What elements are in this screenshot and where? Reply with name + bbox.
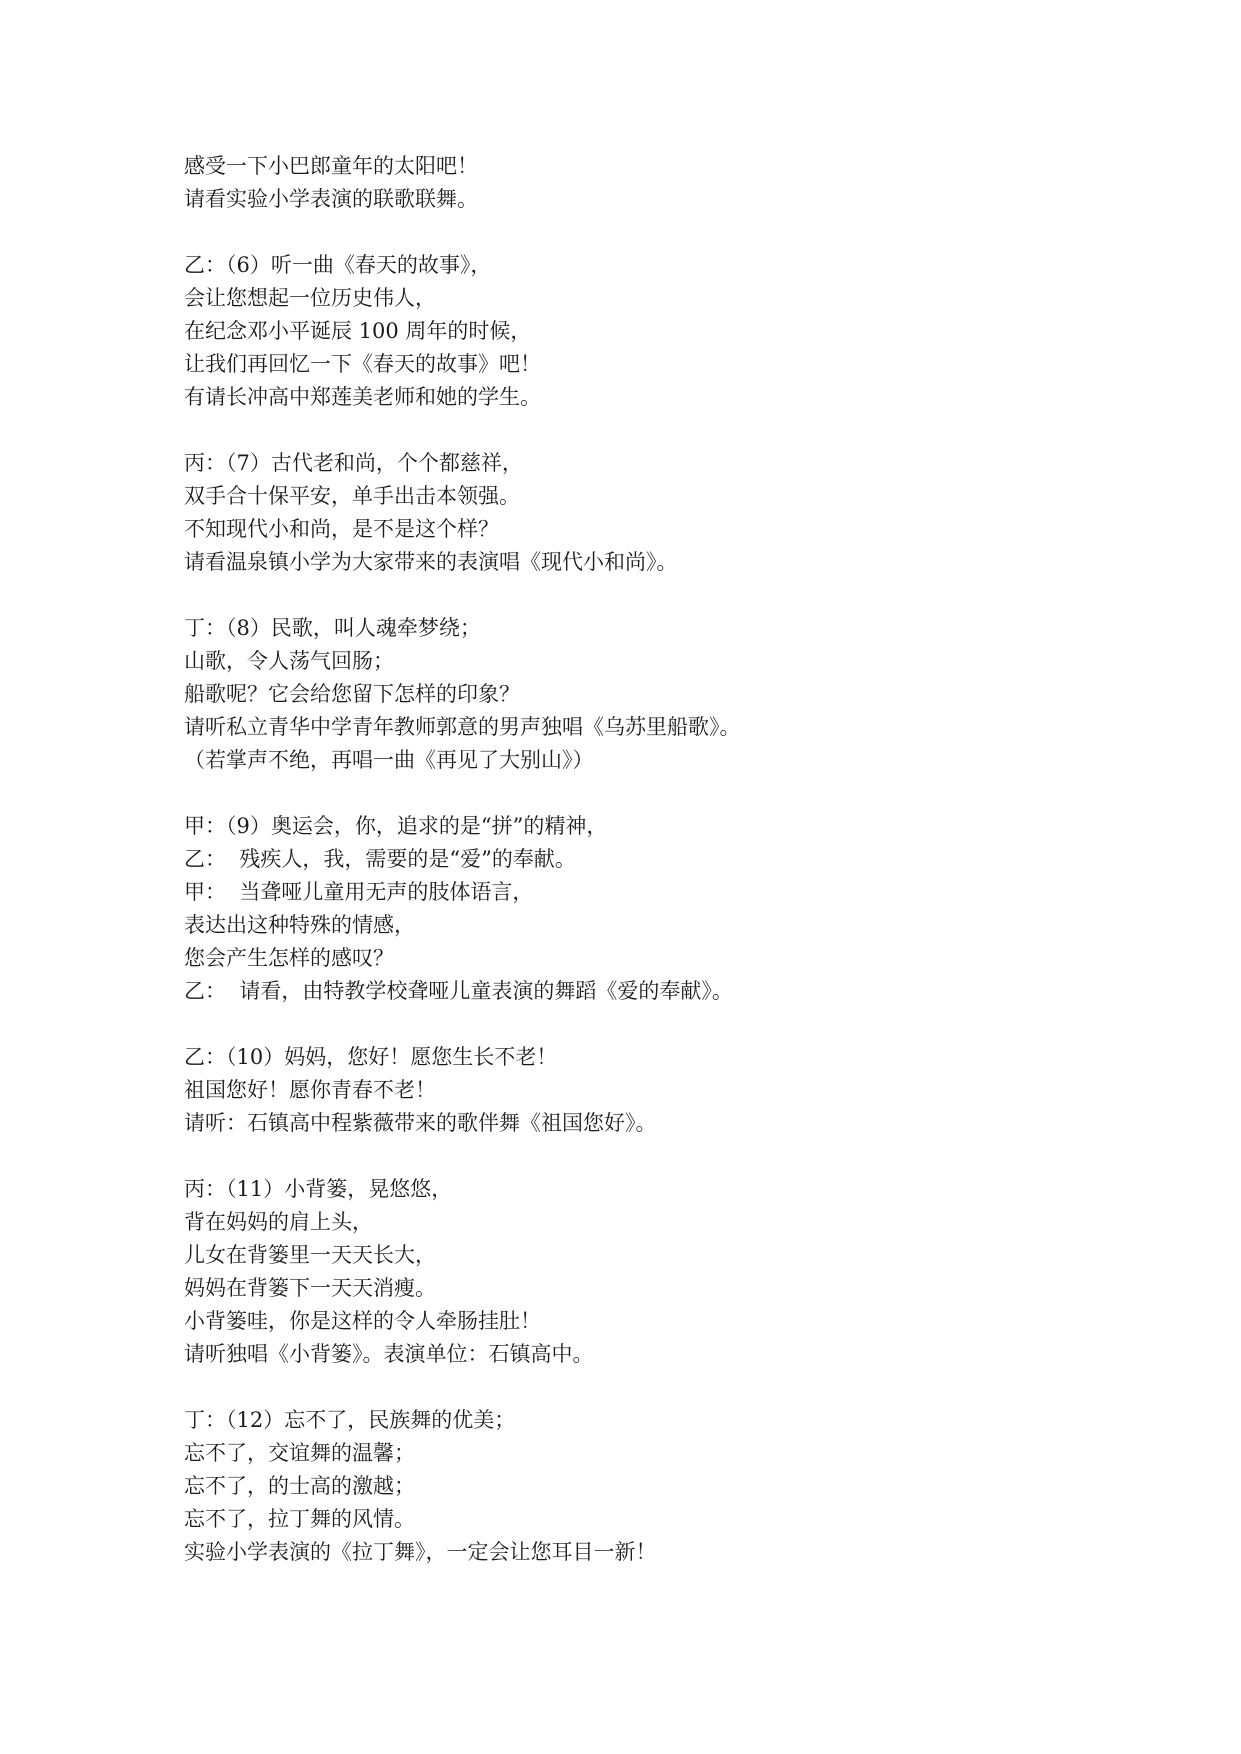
script-line: 请听私立青华中学青年教师郭意的男声独唱《乌苏里船歌》。 (184, 715, 741, 739)
script-line: 让我们再回忆一下《春天的故事》吧！ (184, 352, 541, 376)
script-line: 背在妈妈的肩上头， (184, 1210, 373, 1234)
script-line: 在纪念邓小平诞辰 100 周年的时候， (184, 319, 532, 343)
script-paragraph (184, 249, 1084, 414)
script-line: 双手合十保平安，单手出击本领强。 (184, 484, 520, 508)
script-line: 表达出这种特殊的情感， (184, 913, 415, 937)
script-paragraph (184, 1041, 1084, 1140)
script-line: 甲：（9）奥运会，你，追求的是“拼”的精神， (184, 814, 608, 838)
script-paragraph (184, 1173, 1084, 1371)
script-line: （若掌声不绝，再唱一曲《再见了大别山》） (184, 748, 594, 772)
script-paragraph (184, 810, 1084, 1008)
script-paragraph (184, 612, 1084, 777)
script-line: 会让您想起一位历史伟人， (184, 286, 436, 310)
script-line: 丙：（7）古代老和尚，个个都慈祥， (184, 451, 523, 475)
script-line: 请看温泉镇小学为大家带来的表演唱《现代小和尚》。 (184, 550, 678, 574)
script-line: 儿女在背篓里一天天长大， (184, 1243, 436, 1267)
script-line: 船歌呢？它会给您留下怎样的印象？ (184, 682, 520, 706)
script-line: 请听：石镇高中程紫薇带来的歌伴舞《祖国您好》。 (184, 1111, 657, 1135)
script-line: 丁：（8）民歌，叫人魂牵梦绕； (184, 616, 481, 640)
script-line: 您会产生怎样的感叹？ (184, 946, 394, 970)
script-line: 忘不了，交谊舞的温馨； (184, 1441, 415, 1465)
script-line: 乙：（10）妈妈，您好！愿您生长不老！ (184, 1045, 558, 1069)
script-line: 乙：（6）听一曲《春天的故事》， (184, 253, 492, 277)
script-line: 妈妈在背篓下一天天消瘦。 (184, 1276, 436, 1300)
script-paragraph (184, 1404, 1084, 1569)
document-body (184, 150, 1084, 1602)
script-line: 有请长冲高中郑莲美老师和她的学生。 (184, 385, 541, 409)
script-line: 忘不了，的士高的激越； (184, 1474, 415, 1498)
script-line: 请听独唱《小背篓》。表演单位：石镇高中。 (184, 1342, 594, 1366)
script-line: 山歌，令人荡气回肠； (184, 649, 394, 673)
script-paragraph (184, 150, 1084, 216)
script-paragraph (184, 447, 1084, 579)
script-line: 乙： 残疾人，我，需要的是“爱”的奉献。 (184, 847, 576, 871)
script-line: 甲： 当聋哑儿童用无声的肢体语言， (184, 880, 534, 904)
script-line: 忘不了，拉丁舞的风情。 (184, 1507, 415, 1531)
script-line: 感受一下小巴郎童年的太阳吧！ (184, 154, 478, 178)
script-line: 丙：（11）小背篓，晃悠悠， (184, 1177, 453, 1201)
script-line: 丁：（12）忘不了，民族舞的优美； (184, 1408, 516, 1432)
script-line: 祖国您好！愿你青春不老！ (184, 1078, 436, 1102)
script-line: 不知现代小和尚，是不是这个样？ (184, 517, 499, 541)
script-line: 小背篓哇，你是这样的令人牵肠挂肚！ (184, 1309, 541, 1333)
script-line: 请看实验小学表演的联歌联舞。 (184, 187, 478, 211)
script-line: 乙： 请看，由特教学校聋哑儿童表演的舞蹈《爱的奉献》。 (184, 979, 733, 1003)
script-line: 实验小学表演的《拉丁舞》，一定会让您耳目一新！ (184, 1540, 657, 1564)
